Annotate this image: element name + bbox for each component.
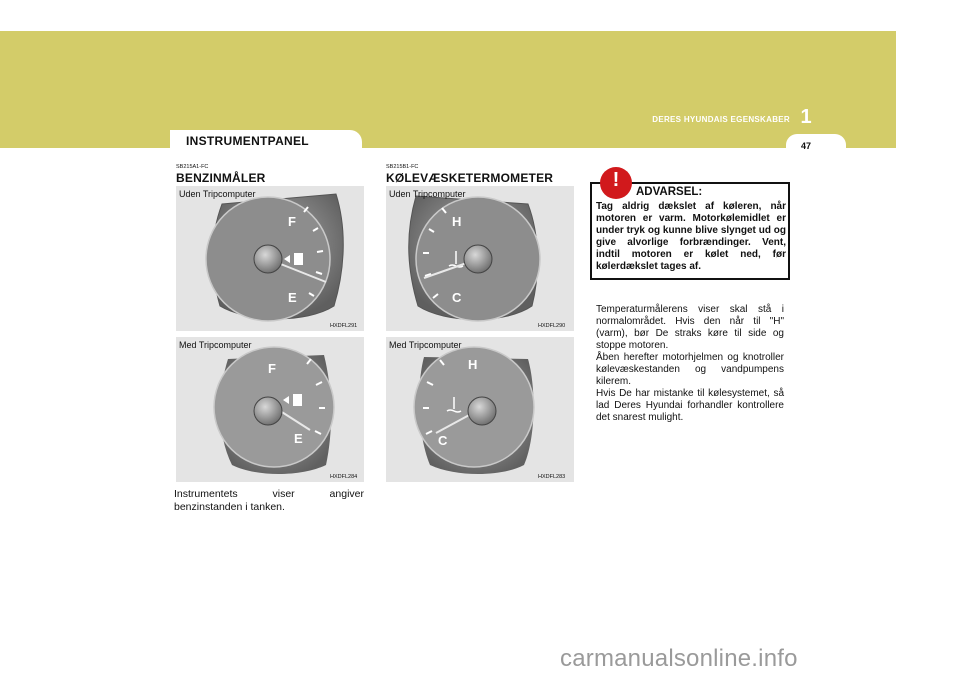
warning-body: Tag aldrig dækslet af køleren, når motoren er varm. Motorkølemidlet er under tryk og kunne blive slynget ud og give alvorlige forbrændinger. Vent, indtil motoren er kølet ned, før kølerdækslet tages af. [596,201,786,272]
coolant-panel-label-top: Uden Tripcomputer [389,189,466,199]
body-text [596,304,784,424]
warning-mark: ! [612,169,620,191]
coolant-gauge-bottom [386,337,574,482]
coolant-panel-ref-bottom: HXDFL283 [538,474,566,480]
coolant-hot-mark: H [452,214,462,229]
fuel-panel-label-bottom: Med Tripcomputer [179,340,252,350]
coolant-cold-mark: C [452,290,462,305]
page-number: 47 [800,141,811,151]
fuel-full-mark-2: F [268,361,276,376]
fuel-caption: Instrumentets viser angiver benzinstanden i tanken. [174,488,364,513]
fuel-gauge-panel-top [176,186,364,331]
fuel-gauge-top [176,186,364,331]
fuel-empty-mark: E [288,290,297,305]
fuel-gauge-panel-bottom [176,337,364,482]
warning-title: ADVARSEL: [636,186,703,198]
fuel-gauge-bottom [176,337,364,482]
fuel-panel-label-top: Uden Tripcomputer [179,189,256,199]
fuel-code: SB215A1-FC [176,164,209,170]
coolant-code: SB215B1-FC [386,164,419,170]
fuel-empty-mark-2: E [294,431,303,446]
header-band [0,31,896,148]
coolant-gauge-panel-bottom [386,337,574,482]
watermark: carmanualsonline.info [560,645,798,672]
chapter-number: 1 [800,106,812,128]
fuel-panel-ref-top: HXDFL291 [330,323,358,329]
coolant-panel-label-bottom: Med Tripcomputer [389,340,462,350]
body-paragraph-1: Temperaturmålerens viser skal stå i normalområdet. Hvis den når til "H" (varm), bør De straks køre til side og stoppe motoren. [596,304,784,351]
coolant-gauge-top [386,186,574,331]
fuel-title: BENZINMÅLER [176,171,266,185]
coolant-title: KØLEVÆSKETERMOMETER [386,171,554,185]
coolant-gauge-panel-top [386,186,574,331]
chapter-title: DERES HYUNDAIS EGENSKABER [652,115,790,124]
fuel-pump-icon-2 [293,394,302,406]
coolant-hot-mark-2: H [468,357,478,372]
section-title: INSTRUMENTPANEL [186,134,309,148]
coolant-cold-mark-2: C [438,433,448,448]
fuel-pump-icon [294,253,303,265]
fuel-panel-ref-bottom: HXDFL284 [330,474,358,480]
fuel-full-mark: F [288,214,296,229]
body-paragraph-2: Åben herefter motorhjelmen og knotroller kølevæskestanden og vandpumpens kilerem. [596,352,784,387]
body-paragraph-3: Hvis De har mistanke til kølesystemet, så lad Deres Hyundai forhandler kontrollere det snarest mulight. [596,388,784,423]
coolant-panel-ref-top: HXDFL290 [538,323,566,329]
